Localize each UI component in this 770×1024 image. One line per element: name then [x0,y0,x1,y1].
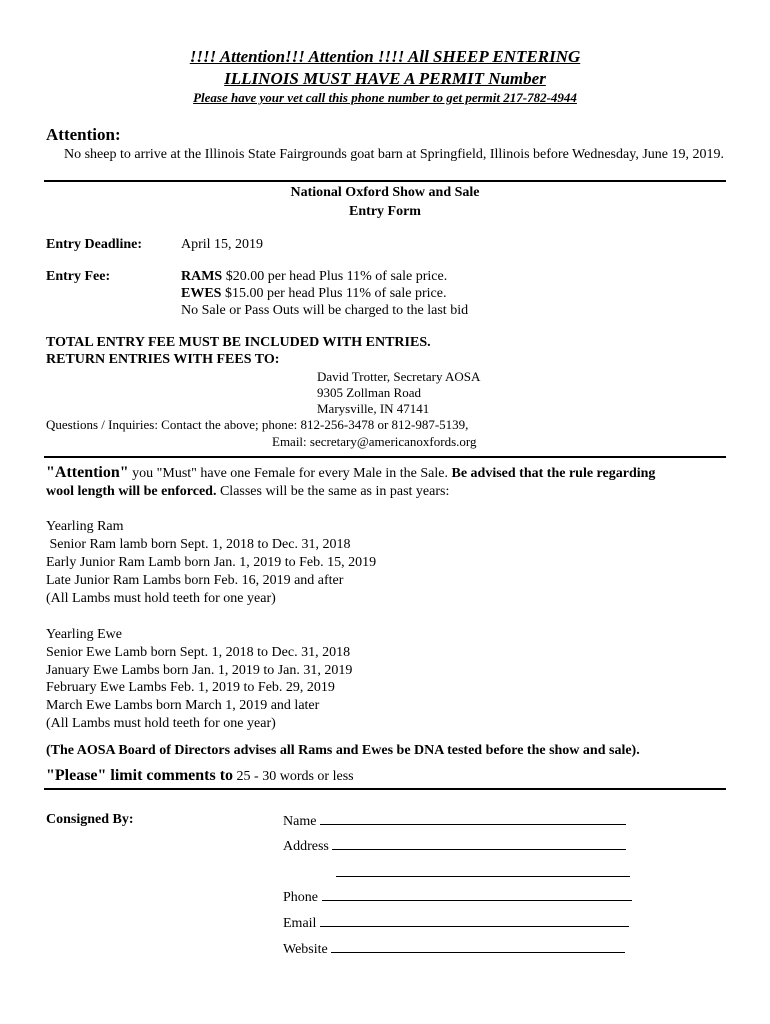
ram-class-item: Late Junior Ram Lambs born Feb. 16, 2019 and after [46,573,344,588]
comments-limit [46,767,354,785]
header-line-2: ILLINOIS MUST HAVE A PERMIT Number [224,69,546,88]
contact-email: Email: secretary@americanoxfords.org [272,434,477,449]
header-line-1: !!!! Attention!!! Attention !!!! All SHEEP ENTERING [189,47,581,66]
email-field[interactable] [283,914,629,932]
address-line: David Trotter, Secretary AOSA [317,369,481,384]
wool-rule-1: Be advised that the rule regarding [451,466,656,481]
female-rule: you "Must" have one Female for every Male in the Sale. [128,466,452,481]
ram-class-item: Yearling Ram [46,519,124,534]
address-field-line-2[interactable] [336,864,630,882]
attention-heading: Attention: [46,125,121,144]
ewe-class-item: January Ewe Lambs born Jan. 1, 2019 to Jan. 31, 2019 [46,663,353,678]
questions-contact: Questions / Inquiries: Contact the above; phone: 812-256-3478 or 812-987-5139, [46,417,469,432]
ram-class-item: Senior Ram lamb born Sept. 1, 2018 to Dec. 31, 2018 [46,537,351,552]
total-fee-notice: TOTAL ENTRY FEE MUST BE INCLUDED WITH ENTRIES. [46,335,431,350]
return-entries-notice: RETURN ENTRIES WITH FEES TO: [46,352,280,367]
fee-ewes-bold: EWES [181,286,222,301]
phone-field[interactable] [283,888,632,906]
divider [44,788,726,790]
ewe-class-item: February Ewe Lambs Feb. 1, 2019 to Feb. 29, 2019 [46,680,335,695]
entry-deadline-label: Entry Deadline: [46,237,143,252]
address-blank-line-2[interactable] [336,864,630,877]
divider [44,180,726,182]
fee-rams-bold: RAMS [181,269,223,284]
attention-word: "Attention" [46,464,129,481]
name-label: Name [283,814,317,829]
name-blank-line[interactable] [320,812,626,825]
rules-line-2 [46,484,449,500]
phone-label: Phone [283,890,318,905]
fee-rams [181,269,447,285]
address-line: Marysville, IN 47141 [317,401,430,416]
classes-note: Classes will be the same as in past years: [216,484,450,499]
ram-class-item: (All Lambs must hold teeth for one year) [46,591,276,606]
address-line: 9305 Zollman Road [317,385,421,400]
address-label: Address [283,839,329,854]
phone-blank-line[interactable] [322,888,632,901]
form-title: National Oxford Show and Sale [290,185,480,200]
fee-ewes [181,286,446,302]
address-blank-line[interactable] [332,837,626,850]
comments-text: 25 - 30 words or less [233,769,354,784]
ewe-class-item: March Ewe Lambs born March 1, 2019 and later [46,698,320,713]
comments-bold: "Please" limit comments to [46,767,234,784]
ewe-class-item: Senior Ewe Lamb born Sept. 1, 2018 to Dec. 31, 2018 [46,645,351,660]
ewe-class-item: Yearling Ewe [46,627,122,642]
entry-deadline-value: April 15, 2019 [181,237,264,252]
consigned-by-label: Consigned By: [46,812,134,827]
website-field[interactable] [283,940,625,958]
ram-class-item: Early Junior Ram Lamb born Jan. 1, 2019 to Feb. 15, 2019 [46,555,377,570]
form-subtitle: Entry Form [349,204,421,219]
fee-rams-text: $20.00 per head Plus 11% of sale price. [222,269,448,284]
dna-note: (The AOSA Board of Directors advises all Rams and Ewes be DNA tested before the show and sale). [46,743,640,758]
website-label: Website [283,942,328,957]
attention-body: No sheep to arrive at the Illinois State Fairgrounds goat barn at Springfield, Illinois before Wednesday, June 19, 2019. [64,147,724,162]
fee-ewes-text: $15.00 per head Plus 11% of sale price. [221,286,447,301]
divider [44,456,726,458]
wool-rule-2: wool length will be enforced. [46,484,217,499]
name-field[interactable] [283,812,626,830]
ewe-class-item: (All Lambs must hold teeth for one year) [46,716,276,731]
rules-line-1 [46,464,655,482]
address-field[interactable] [283,837,626,855]
header-permit-phone: Please have your vet call this phone number to get permit 217-782-4944 [193,90,577,105]
website-blank-line[interactable] [331,940,625,953]
entry-fee-label: Entry Fee: [46,269,111,284]
email-label: Email [283,916,317,931]
email-blank-line[interactable] [320,914,629,927]
fee-note: No Sale or Pass Outs will be charged to the last bid [181,303,469,318]
